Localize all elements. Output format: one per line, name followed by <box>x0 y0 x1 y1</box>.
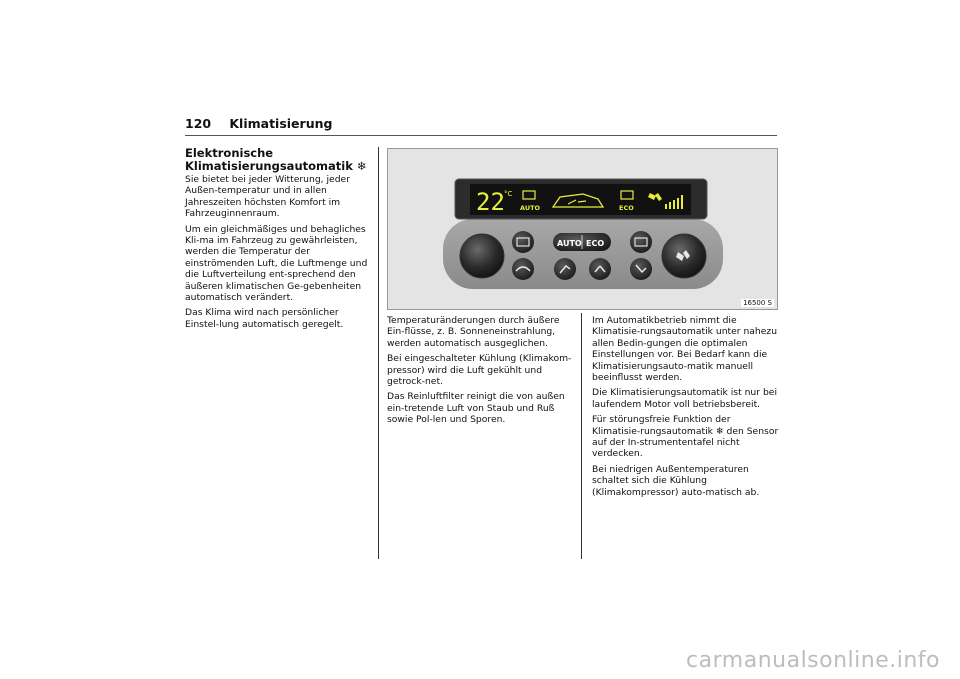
display-eco-label: ECO <box>619 204 634 212</box>
display-temperature: 22 <box>476 188 505 216</box>
windscreen-defrost-button <box>630 231 652 253</box>
column-divider-left <box>378 147 379 559</box>
paragraph-text: den Sensor auf der In-strumententafel nicht verdecken. <box>592 425 779 460</box>
eco-button-label: ECO <box>586 239 605 248</box>
figure-reference: 16500 S <box>743 299 772 307</box>
column-divider-right <box>581 313 582 559</box>
paragraph: Sie bietet bei jeder Witterung, jeder Außen-temperatur und in allen Jahreszeiten höchsten Komfort im Fahrzeuginnenraum. <box>185 174 350 220</box>
heading-line-1: Elektronische <box>185 146 274 160</box>
display-auto-label: AUTO <box>520 204 541 212</box>
middle-column <box>387 315 575 430</box>
watermark: carmanualsonline.info <box>686 648 940 673</box>
paragraph <box>592 414 780 460</box>
air-to-feet-button <box>630 258 652 280</box>
left-column <box>185 147 373 334</box>
page-number: 120 <box>185 116 212 131</box>
paragraph: Die Klimatisierungsautomatik ist nur bei laufendem Motor voll betriebsbereit. <box>592 387 777 410</box>
heading-line-2 <box>185 160 373 173</box>
auto-button-label: AUTO <box>557 239 582 248</box>
paragraph: Bei niedrigen Außentemperaturen schaltet sich die Kühlung (Klimakompressor) auto-matisch ab. <box>592 463 760 498</box>
paragraph-text: Für störungsfreie Funktion der Klimatisie-rungsautomatik <box>592 414 731 437</box>
paragraph: Bei eingeschalteter Kühlung (Klimakom-pressor) wird die Luft gekühlt und getrock-net. <box>387 353 572 388</box>
paragraph: Das Reinluftfilter reinigt die von außen ein-tretende Luft von Staub und Ruß sowie Pol-len und Sporen. <box>387 391 565 426</box>
paragraph: Temperaturänderungen durch äußere Ein-flüsse, z. B. Sonneneinstrahlung, werden automatisch ausgeglichen. <box>387 315 560 349</box>
climate-panel-figure <box>387 148 778 310</box>
air-to-face-button <box>554 258 576 280</box>
section-heading <box>185 147 373 172</box>
paragraph: Im Automatikbetrieb nimmt die Klimatisie-rungsautomatik unter nahezu allen Bedin-gungen die optimalen Einstellungen vor. Bei Bedarf kann die Klimatisierungsauto-matik manuell beeinflusst werden. <box>592 315 778 384</box>
page-header <box>185 116 332 131</box>
climate-panel-illustration <box>388 149 777 309</box>
rear-defrost-button <box>512 231 534 253</box>
paragraph: Um ein gleichmäßiges und behagliches Kli-ma im Fahrzeug zu gewährleisten, werden die Temperatur der einströmenden Luft, die Luftmenge und die Luftverteilung ent-sprechend den äußeren klimatischen Ge-gebenheiten automatisch verändert. <box>185 223 368 304</box>
snowflake-icon: ❄ <box>715 425 724 437</box>
paragraph: Das Klima wird nach persönlicher Einstel-lung automatisch geregelt. <box>185 307 344 330</box>
display-unit: °C <box>504 190 513 198</box>
section-title: Klimatisierung <box>229 116 333 131</box>
snowflake-icon: ❄ <box>356 158 367 173</box>
header-rule <box>185 135 777 136</box>
right-column <box>592 315 780 502</box>
heading-line-2-text: Klimatisierungsautomatik <box>185 158 353 173</box>
air-to-face-feet-button <box>589 258 611 280</box>
temperature-knob <box>460 234 504 278</box>
recirculation-button <box>512 258 534 280</box>
